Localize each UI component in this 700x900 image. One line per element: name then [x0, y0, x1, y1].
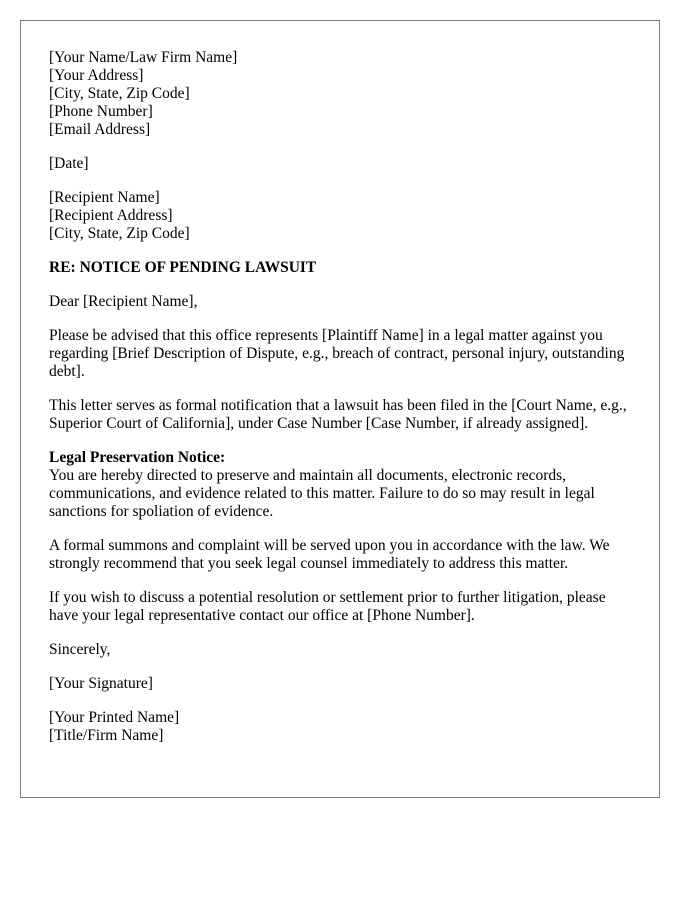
preservation-heading: Legal Preservation Notice:	[49, 449, 226, 466]
signature: [Your Signature]	[49, 675, 153, 692]
paragraph-filing: This letter serves as formal notification that a lawsuit has been filed in the [Court Name, e.g., Superior Court of California], under Case Number [Case Number, if already assigned].	[49, 397, 627, 432]
preservation-body: You are hereby directed to preserve and maintain all documents, electronic records, communications, and evidence related to this matter. Failure to do so may result in legal sanctions for spoliation of evidence.	[49, 467, 595, 520]
recipient-name: [Recipient Name]	[49, 189, 160, 206]
printed-name: [Your Printed Name]	[49, 709, 180, 726]
sender-phone: [Phone Number]	[49, 103, 153, 120]
paragraph-summons: A formal summons and complaint will be served upon you in accordance with the law. We strongly recommend that you seek legal counsel immediately to address this matter.	[49, 537, 610, 572]
sender-name: [Your Name/Law Firm Name]	[49, 49, 238, 66]
recipient-block	[49, 189, 631, 243]
letter-document	[20, 20, 660, 798]
salutation: Dear [Recipient Name],	[49, 293, 198, 310]
letter-date: [Date]	[49, 155, 89, 172]
paragraph-representation: Please be advised that this office represents [Plaintiff Name] in a legal matter against you regarding [Brief Description of Dispute, e.g., breach of contract, personal injury, outstanding debt].	[49, 327, 625, 380]
preservation-section	[49, 449, 631, 521]
sender-address: [Your Address]	[49, 67, 144, 84]
recipient-address: [Recipient Address]	[49, 207, 173, 224]
signature-block	[49, 709, 631, 745]
date-block	[49, 155, 631, 173]
title-firm: [Title/Firm Name]	[49, 727, 164, 744]
subject-line: RE: NOTICE OF PENDING LAWSUIT	[49, 259, 317, 276]
sender-email: [Email Address]	[49, 121, 151, 138]
sender-city-state-zip: [City, State, Zip Code]	[49, 85, 190, 102]
recipient-city-state-zip: [City, State, Zip Code]	[49, 225, 190, 242]
sender-block	[49, 49, 631, 139]
paragraph-resolution: If you wish to discuss a potential resolution or settlement prior to further litigation, please have your legal representative contact our office at [Phone Number].	[49, 589, 606, 624]
closing: Sincerely,	[49, 641, 111, 658]
